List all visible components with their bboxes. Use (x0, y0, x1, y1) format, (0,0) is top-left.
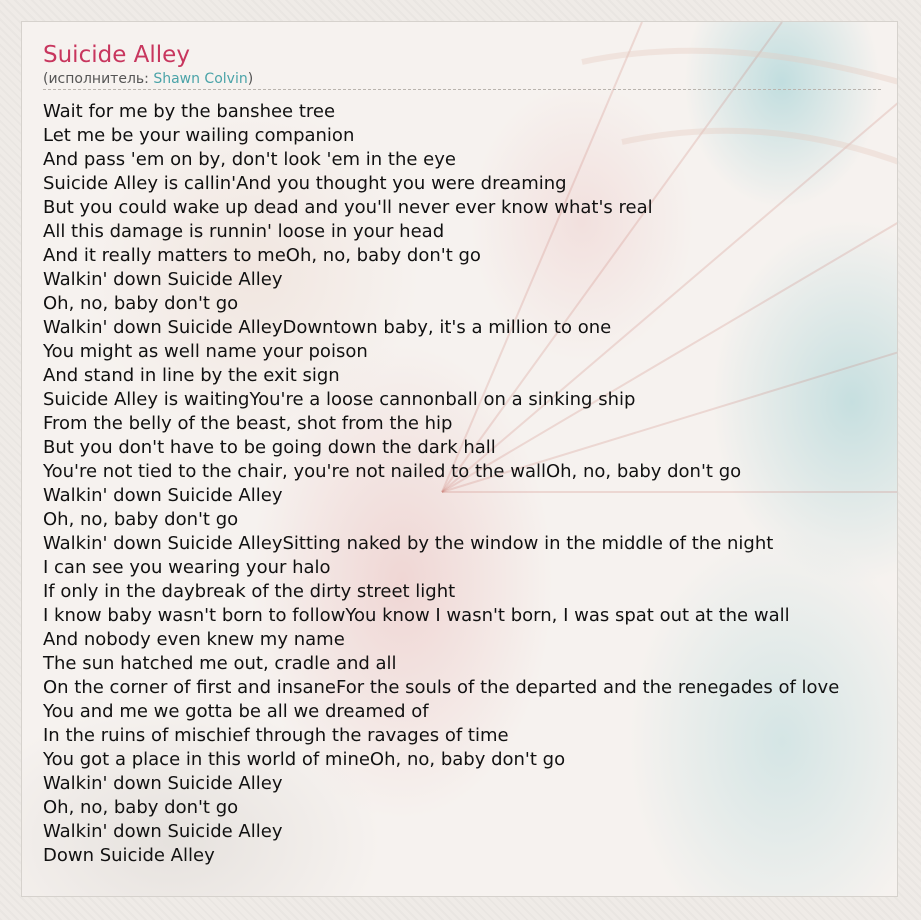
performer-link[interactable]: Shawn Colvin (153, 71, 248, 87)
lyric-line: If only in the daybreak of the dirty street light (43, 581, 456, 602)
lyric-line: You're not tied to the chair, you're not nailed to the wallOh, no, baby don't go (43, 461, 742, 482)
lyric-line: Wait for me by the banshee tree (43, 101, 336, 122)
lyric-line: In the ruins of mischief through the ravages of time (43, 725, 509, 746)
lyric-line: Oh, no, baby don't go (43, 797, 239, 818)
lyric-line: You got a place in this world of mineOh, no, baby don't go (43, 749, 566, 770)
lyric-line: From the belly of the beast, shot from the hip (43, 413, 453, 434)
lyric-line: Suicide Alley is callin'And you thought you were dreaming (43, 173, 567, 194)
lyrics-content (43, 40, 897, 868)
lyric-line: But you don't have to be going down the dark hall (43, 437, 496, 458)
lyric-line: You and me we gotta be all we dreamed of (43, 701, 429, 722)
lyric-line: And it really matters to meOh, no, baby don't go (43, 245, 481, 266)
lyric-line: Walkin' down Suicide Alley (43, 269, 283, 290)
lyric-line: I can see you wearing your halo (43, 557, 331, 578)
lyric-line: You might as well name your poison (43, 341, 368, 362)
title-divider (43, 89, 881, 90)
lyric-line: Walkin' down Suicide Alley (43, 773, 283, 794)
lyrics-card (21, 21, 898, 897)
lyric-line: Oh, no, baby don't go (43, 293, 239, 314)
lyric-line: Walkin' down Suicide AlleyDowntown baby, it's a million to one (43, 317, 612, 338)
lyric-line: Let me be your wailing companion (43, 125, 355, 146)
lyric-line: The sun hatched me out, cradle and all (43, 653, 397, 674)
performer-prefix: (исполнитель: (43, 71, 154, 87)
lyric-line: And stand in line by the exit sign (43, 365, 340, 386)
lyric-line: Oh, no, baby don't go (43, 509, 239, 530)
lyric-line: All this damage is runnin' loose in your head (43, 221, 445, 242)
song-title: Suicide Alley (43, 42, 190, 68)
lyric-line: And pass 'em on by, don't look 'em in the eye (43, 149, 456, 170)
lyric-line: And nobody even knew my name (43, 629, 345, 650)
lyric-line: Walkin' down Suicide Alley (43, 821, 283, 842)
lyric-line: Walkin' down Suicide Alley (43, 485, 283, 506)
lyric-line: On the corner of first and insaneFor the souls of the departed and the renegades of love (43, 677, 840, 698)
lyric-line: Walkin' down Suicide AlleySitting naked by the window in the middle of the night (43, 533, 774, 554)
performer-suffix: ) (247, 71, 254, 87)
lyric-line: Suicide Alley is waitingYou're a loose cannonball on a sinking ship (43, 389, 636, 410)
lyric-line: I know baby wasn't born to followYou know I wasn't born, I was spat out at the wall (43, 605, 790, 626)
performer-line (43, 70, 897, 88)
lyrics-text (43, 100, 897, 868)
lyric-line: But you could wake up dead and you'll never ever know what's real (43, 197, 653, 218)
lyric-line: Down Suicide Alley (43, 845, 215, 866)
